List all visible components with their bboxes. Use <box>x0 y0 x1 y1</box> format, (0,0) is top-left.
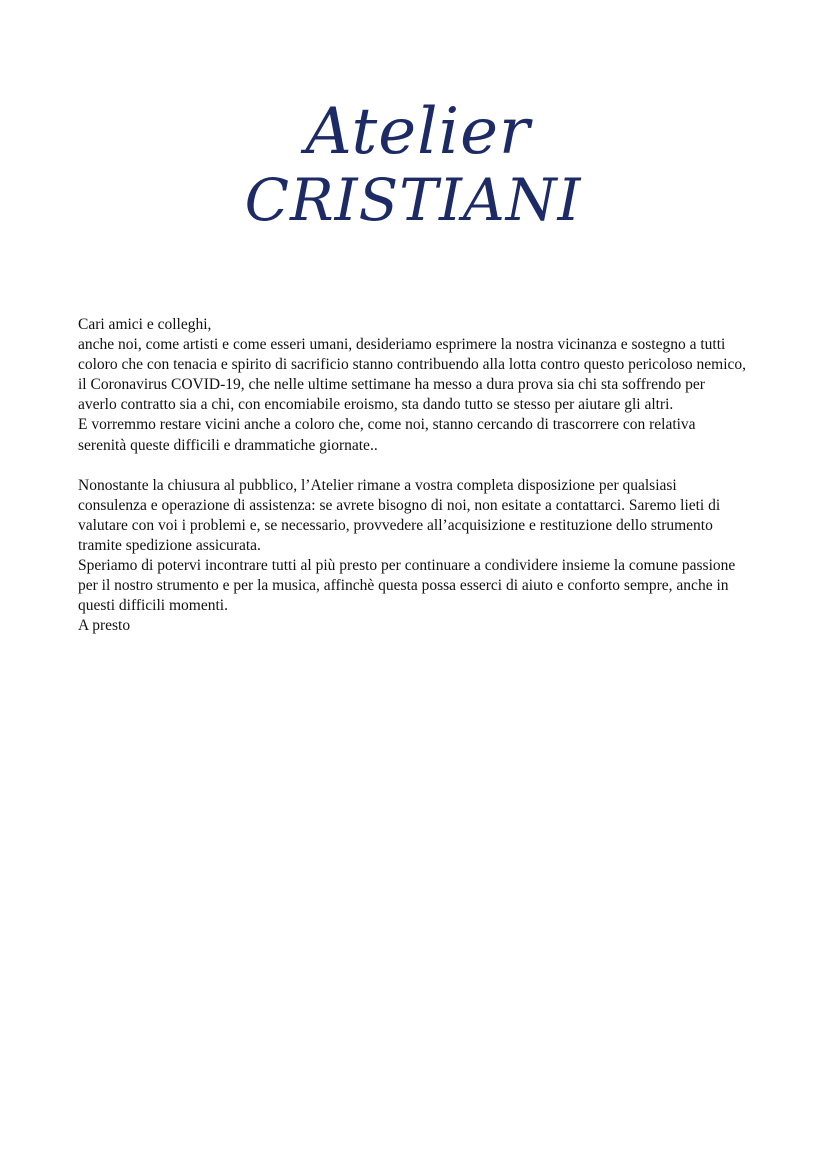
letter-greeting: Cari amici e colleghi, <box>78 316 212 333</box>
letter-paragraph-2: E vorremmo restare vicini anche a coloro che, come noi, stanno cercando di trascorrere con relativa serenità queste difficili e drammatiche giornate.. <box>78 416 696 454</box>
atelier-cristiani-logo <box>0 95 826 237</box>
logo-atelier-text: Atelier <box>305 95 531 169</box>
paragraph-spacer <box>78 456 746 476</box>
letter-closing: A presto <box>78 617 131 635</box>
letter-paragraph-3: Nonostante la chiusura al pubblico, l’Atelier rimane a vostra completa disposizione per qualsiasi consulenza e operazione di assistenza: se avrete bisogno di noi, non esitate a contattarci. Saremo lieti di valutare con voi i problemi e, se necessario, provvedere all’acquisizione e restituzione dello strumento tramite spedizione assicurata. <box>78 476 721 555</box>
letter-paragraph-4: Speriamo di potervi incontrare tutti al più presto per continuare a condividere insieme la comune passione per il nostro strumento e per la musica, affinchè questa possa esserci di aiuto e conforto sempre, anche in questi difficili momenti. <box>78 557 736 615</box>
logo-cristiani-text: CRISTIANI <box>244 166 582 234</box>
letter-body <box>78 315 746 637</box>
letter-paragraph-1: anche noi, come artisti e come esseri umani, desideriamo esprimere la nostra vicinanza e sostegno a tutti coloro che con tenacia e spirito di sacrificio stanno contribuendo alla lotta contro questo pericoloso nemico, il Coronavirus COVID-19, che nelle ultime settimane ha messo a dura prova sia chi sta soffrendo per averlo contratto sia a chi, con encomiabile eroismo, sta dando tutto se stesso per aiutare gli altri. <box>78 336 747 414</box>
